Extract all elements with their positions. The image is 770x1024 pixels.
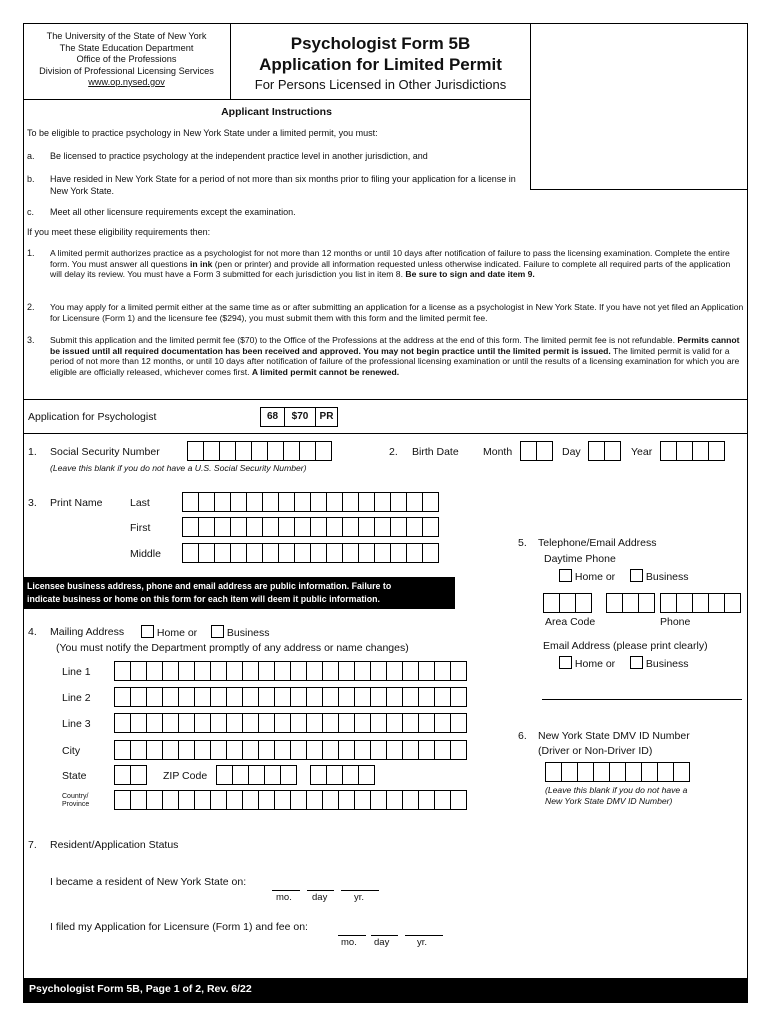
email-label: Email Address (please print clearly) [543,640,708,652]
email-business-option[interactable] [630,656,689,671]
item-1-part: A limited permit authorizes practice as a psychologist for not more than 12 months or until 10 days after notification of failure to pass the licensing examination. Complete the entire form. You must answer all questions [50,248,730,269]
birth-year-label: Year [631,446,653,458]
q6-sub: (Driver or Non-Driver ID) [538,745,653,757]
form-subtitle: Application for Limited Permit [259,55,502,74]
city-input[interactable] [114,740,466,760]
agency-line: The State Education Department [59,42,194,53]
q5-number: 5. [518,537,527,549]
office-box-bottom-rule [530,189,748,190]
eligibility-then: If you meet these eligibility requirements then: [27,227,211,237]
email-home-checkbox[interactable] [559,656,572,669]
item-c-label: c. [27,207,35,217]
address-line1-label: Line 1 [62,666,91,678]
mailing-home-checkbox[interactable] [141,625,154,638]
phone-business-label: Business [645,571,689,583]
item-1-label: 1. [27,248,35,258]
item-b-text: Have resided in New York State for a period of not more than six months prior to filing your application for a license in New York State. [50,174,516,196]
filed-year-input[interactable] [405,935,443,936]
zip-input[interactable] [216,765,296,785]
birth-month-input[interactable] [520,441,552,461]
item-1-bold: Be sure to sign and date item 9. [405,269,535,280]
ssn-input[interactable] [187,441,331,461]
first-name-label: First [130,522,151,534]
code-box: 68 [260,407,285,427]
q1-note: (Leave this blank if you do not have a U.S. Social Security Number) [50,463,307,473]
agency-block [24,31,229,89]
notice-line: Licensee business address, phone and email address are public information. Failure to [27,581,392,591]
item-3-part: Submit this application and the limited permit fee ($70) to the Office of the Professions at the address at the end of this form. The limited permit fee is not refundable. [50,335,678,345]
middle-name-input[interactable] [182,543,438,563]
agency-line: Office of the Professions [76,54,177,64]
footer-text: Psychologist Form 5B, Page 1 of 2, Rev. 6/22 [29,983,252,995]
country-label-line: Province [62,801,90,808]
filed-month-input[interactable] [338,935,366,936]
item-a-label: a. [27,151,35,161]
instructions-intro: To be eligible to practice psychology in New York State under a limited permit, you must: [27,128,378,138]
mailing-business-label: Business [226,627,270,639]
email-business-checkbox[interactable] [630,656,643,669]
phone-business-option[interactable] [630,569,689,584]
filed-yr-label: yr. [417,937,428,948]
birth-year-input[interactable] [660,441,724,461]
q6-number: 6. [518,730,527,742]
phone-prefix-input[interactable] [606,593,654,613]
item-3-bold: A limited permit cannot be renewed. [251,366,400,377]
address-line3-input[interactable] [114,713,466,733]
phone-business-checkbox[interactable] [630,569,643,582]
email-home-option[interactable] [559,656,615,671]
filed-date-label: I filed my Application for Licensure (Form 1) and fee on: [50,921,308,933]
resident-month-input[interactable] [272,890,300,891]
last-name-input[interactable] [182,492,438,512]
section-rule [23,433,748,434]
item-3-part: The limited permit is valid for a period of not more than 12 months, or until 10 days after notification of failure of the professional licensing examination or until the results of a licensing examination for which you are eligible are officially released, whichever comes first. [50,345,740,377]
profession-code-box: PR [315,407,338,427]
address-line2-input[interactable] [114,687,466,707]
public-info-notice [23,577,455,609]
mailing-home-option[interactable] [141,625,197,640]
q3-number: 3. [28,497,37,509]
state-label: State [62,770,87,782]
notice-line: indicate business or home on this form for each item will deem it public information. [27,593,380,604]
item-1-bold: in ink [189,258,213,269]
area-code-label: Area Code [545,616,596,628]
title-block [231,33,530,94]
email-business-label: Business [645,658,689,670]
q6-note-line: New York State DMV ID Number) [545,796,673,806]
q2-number: 2. [389,446,398,458]
area-code-input[interactable] [543,593,591,613]
agency-line: Division of Professional Licensing Services [39,65,214,76]
mailing-home-label: Home or [156,627,198,639]
form-jurisdiction-note: For Persons Licensed in Other Jurisdictions [254,77,507,92]
state-input[interactable] [114,765,146,785]
item-c-text: Meet all other licensure requirements except the examination. [50,207,296,217]
q6-label: New York State DMV ID Number [538,730,690,742]
resident-yr-label: yr. [354,892,365,903]
website-link[interactable]: www.op.nysed.gov [88,77,165,87]
dmv-id-input[interactable] [545,762,689,782]
q7-number: 7. [28,839,37,851]
phone-label: Phone [660,616,691,628]
mailing-business-option[interactable] [211,625,270,640]
resident-day-input[interactable] [307,890,334,891]
q4-label: Mailing Address [50,626,125,638]
resident-date-label: I became a resident of New York State on: [50,876,247,888]
address-line3-label: Line 3 [62,718,91,730]
fee-box: $70 [284,407,316,427]
address-line1-input[interactable] [114,661,466,681]
city-label: City [62,745,81,757]
q3-label: Print Name [50,497,103,509]
middle-name-label: Middle [130,548,161,560]
item-3-text [50,335,744,377]
zip-label: ZIP Code [163,770,208,782]
phone-home-label: Home or [574,571,616,583]
header-right-divider [530,23,531,189]
agency-line: The University of the State of New York [46,31,207,41]
birth-day-label: Day [562,446,581,458]
q1-label: Social Security Number [50,446,160,458]
item-a-text: Be licensed to practice psychology at the independent practice level in another jurisdiction, and [50,151,428,161]
mailing-business-checkbox[interactable] [211,625,224,638]
country-label-line: Country/ [62,793,89,800]
q4-note: (You must notify the Department promptly of any address or name changes) [56,642,409,654]
item-2-text: You may apply for a limited permit either at the same time as or after submitting an application for a license as a psychologist in New York State. If you have not yet filed an Application for Licensure (Form 1) and the licensure fee ($294), you must submit them with this form and the limited permit fee. [50,302,744,323]
birth-month-label: Month [483,446,513,458]
item-2-label: 2. [27,302,35,312]
last-name-label: Last [130,497,150,509]
email-home-label: Home or [574,658,616,670]
filed-day-label: day [374,937,390,948]
q2-label: Birth Date [412,446,459,458]
address-line2-label: Line 2 [62,692,91,704]
first-name-input[interactable] [182,517,438,537]
q4-number: 4. [28,626,37,638]
resident-year-input[interactable] [341,890,379,891]
q7-label: Resident/Application Status [50,839,179,851]
birth-day-input[interactable] [588,441,620,461]
item-b-label: b. [27,174,35,184]
q6-note [545,785,687,807]
section-rule [23,399,748,400]
form-page [23,23,748,1003]
application-label: Application for Psychologist [28,411,157,423]
filed-day-input[interactable] [371,935,398,936]
country-input[interactable] [114,790,466,810]
item-1-part: (pen or printer) and provide all information requested unless otherwise indicated. Failure to complete all required parts of the application will delay its review. You must have a Form 3 submitted for each jurisdiction you list in item 8. [50,258,731,280]
form-title: Psychologist Form 5B [290,34,471,53]
instructions-heading: Applicant Instructions [221,106,332,118]
header-bottom-rule [23,99,530,100]
item-3-bold: Permits cannot be issued until all required documentation has been received and approved. You may not begin practice until the limited permit is issued. [50,335,740,356]
phone-home-option[interactable] [559,569,615,584]
country-label [62,793,89,809]
filed-mo-label: mo. [341,937,357,948]
phone-line-input[interactable] [660,593,740,613]
resident-day-label: day [312,892,328,903]
footer-bar [23,978,748,1003]
phone-home-checkbox[interactable] [559,569,572,582]
zip-plus4-input[interactable] [310,765,374,785]
q6-note-line: (Leave this blank if you do not have a [545,785,688,795]
q1-number: 1. [28,446,37,458]
item-1-text [50,248,744,280]
q5-label: Telephone/Email Address [538,537,657,549]
resident-mo-label: mo. [276,892,292,903]
daytime-phone-label: Daytime Phone [544,553,616,565]
item-3-label: 3. [27,335,35,345]
email-input[interactable] [542,699,742,700]
